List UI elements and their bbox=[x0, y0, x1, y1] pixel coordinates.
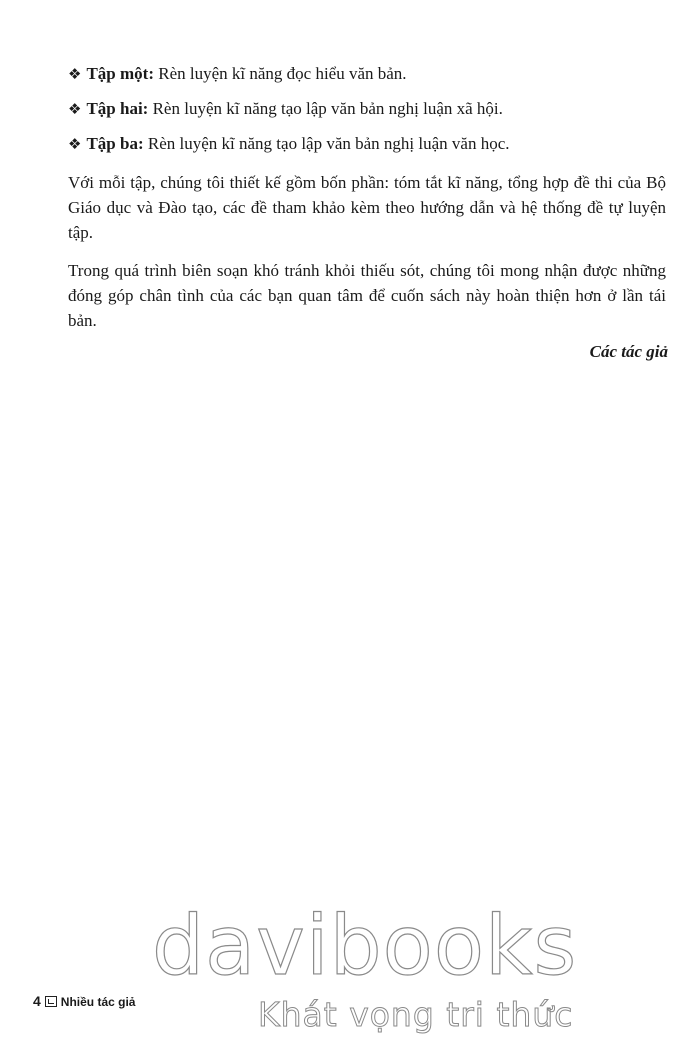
diamond-bullet-icon: ❖ bbox=[68, 100, 82, 118]
diamond-bullet-icon: ❖ bbox=[68, 135, 82, 153]
page-number: 4 bbox=[33, 993, 41, 1009]
watermark-slogan: Khát vọng tri thức bbox=[258, 995, 574, 1034]
bullet-volume-1 bbox=[68, 62, 407, 86]
bullet-label: Tập hai: bbox=[86, 99, 149, 118]
page-footer bbox=[33, 993, 135, 1009]
paragraph-feedback: Trong quá trình biên soạn khó tránh khỏi thiếu sót, chúng tôi mong nhận được những đóng góp chân tình của các bạn quan tâm để cuốn sách này hoàn thiện hơn ở lần tái bản. bbox=[68, 261, 666, 330]
signature: Các tác giả bbox=[589, 342, 668, 361]
watermark-brand: davibooks bbox=[152, 899, 578, 994]
bullet-volume-2 bbox=[68, 97, 503, 121]
bullet-label: Tập một: bbox=[86, 64, 154, 83]
footer-author: Nhiều tác giả bbox=[60, 995, 136, 1009]
bullet-volume-3 bbox=[68, 132, 510, 156]
bullet-text: Rèn luyện kĩ năng tạo lập văn bản nghị luận văn học. bbox=[143, 134, 510, 153]
book-icon bbox=[45, 996, 57, 1007]
bullet-label: Tập ba: bbox=[86, 134, 144, 153]
diamond-bullet-icon: ❖ bbox=[68, 65, 82, 83]
paragraph-structure: Với mỗi tập, chúng tôi thiết kế gồm bốn phần: tóm tắt kĩ năng, tổng hợp đề thi của Bộ Giáo dục và Đào tạo, các đề tham khảo kèm theo hướng dẫn và hệ thống đề tự luyện tập. bbox=[68, 173, 666, 242]
bullet-text: Rèn luyện kĩ năng đọc hiểu văn bản. bbox=[153, 64, 407, 83]
bullet-text: Rèn luyện kĩ năng tạo lập văn bản nghị luận xã hội. bbox=[148, 99, 503, 118]
